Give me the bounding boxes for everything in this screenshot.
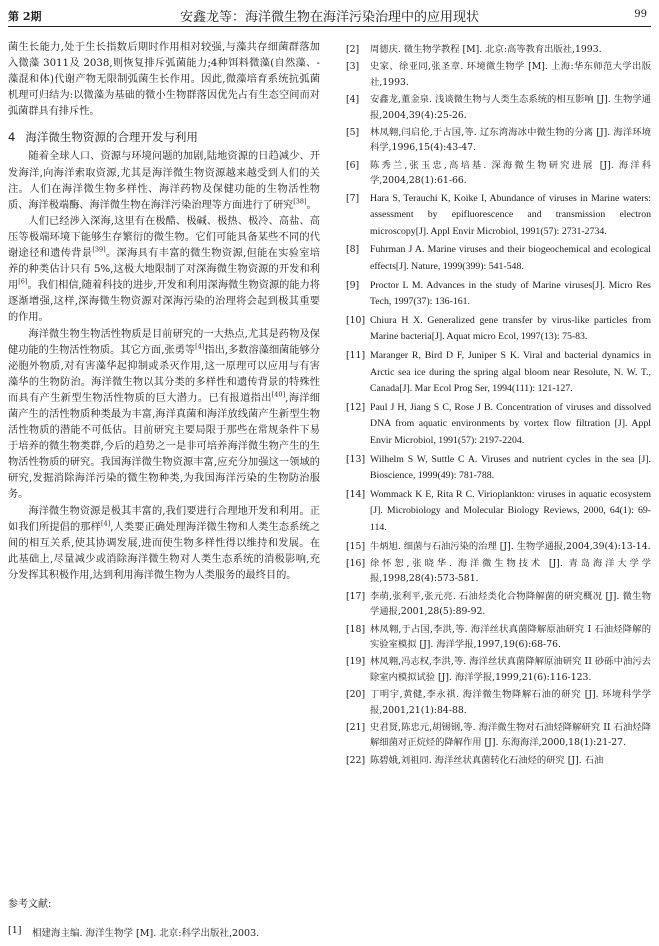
citation: [38] (293, 197, 307, 206)
reference-text: 牛炳旭. 细菌与石油污染的治理 [J]. 生物学通报,2004,39(4):13-14. (370, 540, 651, 552)
reference-text: Wommack K E, Rita R C. Virioplankton: viruses in aquatic ecosystem [J]. Microbiology and Molecular Biology Reviews, 2000, 64(1): 69-114. (370, 488, 651, 533)
paragraph-1: 随着全球人口、资源与环境问题的加剧,陆地资源的日趋减少、开发海洋,向海洋索取资源,尤其是海洋微生物资源越来越受到人们的关注。人们在海洋微生物多样性、海洋药物及保健功能的生物活性物质、海洋极端酶、海洋微生物在海洋污染治理等方面进行了研究[38]。 (8, 151, 320, 211)
reference-text: Fuhrman J A. Marine viruses and their biogeochemical and ecological effects[J]. Nature, 1999(399): 541-548. (370, 244, 651, 273)
reference-number: [19] (346, 656, 366, 668)
reference-item (346, 158, 651, 189)
reference-item (346, 687, 651, 718)
reference-number: [10] (346, 314, 366, 326)
reference-item (346, 452, 651, 485)
reference-item (346, 487, 651, 537)
paragraph-4: 海洋微生物资源是极其丰富的,我们要进行合理地开发和利用。正如我们所提倡的那样[4],人类要正确处理海洋微生物和人类生态系统之间的相互关系,使其协调发展,进而使生物多样性得以维持和发展。在此基础上,尽量减少或消除海洋微生物对人类生态系统的消极影响,充分发挥其积极作用,达到利用海洋微生物为人类服务的最终目的。 (8, 505, 320, 581)
reference-number: [2] (346, 44, 360, 55)
reference-number: [11] (346, 350, 366, 361)
reference-number: [17] (346, 590, 366, 602)
reference-text: Maranger R, Bird D F, Juniper S K. Viral and bacterial dynamics in Arctic sea ice during the spring algal bloom near Resolute, N. W. T., Canada[J]. Mar Ecol Prog Ser, 1994(111): 121-127. (370, 350, 651, 395)
reference-text: 徐怀恕,张晓华. 海洋微生物技术 [J]. 青岛海洋大学学报,1998,28(4):573-581. (370, 557, 651, 585)
reference-number: [3] (346, 61, 360, 73)
reference-item (346, 59, 651, 90)
citation: [4] (195, 342, 205, 351)
reference-text: 陈碧娥,刘祖同. 海洋丝状真菌转化石油烃的研究 [J]. 石油 (370, 754, 604, 766)
reference-text: Proctor L M. Advances in the study of Marine viruses[J]. Micro Res Tech, 1997(37): 136-161. (370, 279, 651, 308)
reference-text: Hara S, Terauchi K, Koike I, Abundance of viruses in Marine waters: assessment by epifluorescence and transmission electron microscopy[J]. Appl Envir Microbiol, 1991(57): 2731-2734. (370, 192, 651, 237)
references-list (346, 42, 651, 770)
running-title: 安鑫龙等：海洋微生物在海洋污染治理中的应用现状 (179, 10, 479, 25)
citation: [40] (271, 390, 286, 399)
references-heading: 参考文献: (8, 899, 52, 910)
intro-paragraph: 菌生长能力,处于生长指数后期时作用相对较强,与藻共存细菌群落加入微藻 3011及 2038,则恢复排斥弧菌能力;4种饵料微藻(自然藻、-藻混和体)代谢产物无限制弧菌生长作用。因此,微藻培育系统抗弧菌机理可归结为:以微藻为基础的微小生物群落因优先占有生态空间而对弧菌群具有排斥性。 (8, 42, 320, 118)
page-number: 99 (634, 9, 647, 20)
reference-item (346, 278, 651, 311)
main-text-column (8, 40, 320, 584)
reference-item (346, 539, 651, 554)
reference-number: [22] (346, 754, 366, 766)
page-header (8, 6, 651, 27)
reference-text: 周德庆. 微生物学教程 [M]. 北京:高等教育出版社,1993. (370, 44, 602, 55)
reference-item (346, 720, 651, 751)
reference-text: 林凤翱,冯志权,李洪,等. 海洋丝状真菌降解原油研究 II 砂砾中油污去除室内模拟试验 [J]. 海洋学报,1999,21(6):116-123. (370, 656, 651, 683)
reference-text: 安鑫龙,董金泉. 浅谈微生物与人类生态系统的相互影响 [J]. 生物学通报,2004,39(4):25-26. (370, 94, 651, 121)
paragraph-2: 人们已经涉入深海,这里有在极酷、极碱、极热、极冷、高盐、高压等极端环境下能够生存繁衍的微生物。它们可能具备某些不同的代谢途径和遗传背景[39]。深海具有丰富的微生物资源,但能在实验室培养的种类估计只有 5%,这极大地限制了对深海微生物资源的开发和利用[6]。我们相信,随着科技的进步,开发和利用深海微生物资源的能力将逐渐增强,这样,深海微生物资源对深海污染的治理将会起到极其重要的作用。 (8, 215, 320, 324)
reference-number: [4] (346, 94, 360, 106)
reference-number: [15] (346, 540, 366, 552)
reference-number: [12] (346, 401, 366, 413)
reference-number: [8] (346, 244, 360, 256)
reference-item (346, 753, 651, 768)
reference-item (346, 348, 651, 398)
reference-item: [1] 相建海主编. 海洋生物学 [M]. 北京:科学出版社,2003. (8, 925, 260, 939)
reference-number: [20] (346, 689, 366, 701)
reference-item (346, 313, 651, 346)
section-title: 海洋微生物资源的合理开发与利用 (25, 130, 198, 145)
reference-item (346, 622, 651, 653)
section-heading (8, 129, 320, 145)
reference-item (346, 400, 651, 450)
reference-text: 丁明宇,黄健,李永祺. 海洋微生物降解石油的研究 [J]. 环境科学学报,2001,21(1):84-88. (370, 689, 651, 716)
reference-item (346, 42, 651, 57)
citation: [39] (92, 245, 106, 254)
reference-text: 史君贤,陈忠元,胡锡钢,等. 海洋微生物对石油烃降解研究 II 石油烃降解细菌对正烷烃的降解作用 [J]. 东海海洋,2000,18(1):21-27. (370, 722, 651, 749)
citation: [6] (18, 277, 28, 286)
reference-number: [7] (346, 192, 360, 204)
reference-item (346, 556, 651, 587)
reference-item (346, 589, 651, 620)
paragraph-3: 海洋微生物生物活性物质是目前研究的一大热点,尤其是药物及保健功能的生物活性物质。其它方面,张勇等[4]指出,多数溶藻细菌能够分泌胞外物质,对有害藻华起抑制或杀灭作用,这一原理可以应用与有害藻华的生物防治。海洋微生物以其分类的多样性和遗传背景的特殊性而具有产生新型生物活性物质的巨大潜力。已有报道指出[40],海洋细菌产生的活性物质种类最为丰富,海洋真菌和海洋放线菌产生新型生物活性物质的潜能不可低估。目前研究主要局限于那些在常规条件下易于培养的微生物类群,今后的趋势之一是非可培养海洋微生物产生的生物活性物质的研究。我国海洋微生物资源丰富,应充分加强这一领域的研究,发掘消除海洋污染的微生物种类,为我国海洋污染的生物防治服务。 (8, 328, 320, 501)
reference-number: [9] (346, 279, 360, 291)
reference-item (346, 242, 651, 275)
reference-text: 史家、徐亚同,张圣章. 环境微生物学 [M]. 上海:华东师范大学出版社,1993. (370, 61, 651, 88)
reference-item (346, 191, 651, 241)
section-number: 4 (8, 130, 16, 145)
reference-item (346, 125, 651, 156)
reference-number: [5] (346, 127, 360, 139)
reference-number: [21] (346, 722, 366, 733)
reference-number: [14] (346, 488, 366, 500)
reference-text: 林凤翱,闫启伦,于占国,等. 辽东湾海冰中微生物的分离 [J]. 海洋环境科学,1996,15(4):43-47. (370, 127, 651, 154)
reference-number: [18] (346, 623, 366, 635)
reference-number: [16] (346, 557, 366, 569)
reference-text: Chiura H X. Generalized gene transfer by virus-like particles from Marine bacteria[J]. Aquat micro Ecol, 1997(13): 75-83. (370, 314, 651, 343)
reference-text: 陈秀兰,张玉忠,高培基. 深海微生物研究进展 [J]. 海洋科学,2004,28(1):61-66. (370, 159, 651, 187)
reference-text: Wilhelm S W, Suttle C A. Viruses and nutrient cycles in the sea [J]. Bioscience, 1999(49): 781-788. (370, 453, 651, 482)
reference-item (346, 654, 651, 685)
reference-text: Paul J H, Jiang S C, Rose J B. Concentration of viruses and dissolved DNA from aquatic environments by vortex flow filtration [J]. Appl Envir Microbiol, 1991(57): 2197-2204. (370, 401, 651, 446)
reference-number: [13] (346, 453, 366, 465)
reference-number: [6] (346, 159, 360, 171)
reference-item (346, 92, 651, 123)
issue-number: 第 2期 (8, 10, 42, 23)
citation: [4] (100, 519, 111, 528)
reference-text: 李萌,张利平,张元亮. 石油烃类化合物降解菌的研究概况 [J]. 微生物学通报,2001,28(5):89-92. (370, 590, 651, 618)
reference-text: 林凤翱,于占国,李洪,等. 海洋丝状真菌降解原油研究 I 石油烃降解的实验室模拟 [J]. 海洋学报,1997,19(6):68-76. (370, 623, 651, 650)
